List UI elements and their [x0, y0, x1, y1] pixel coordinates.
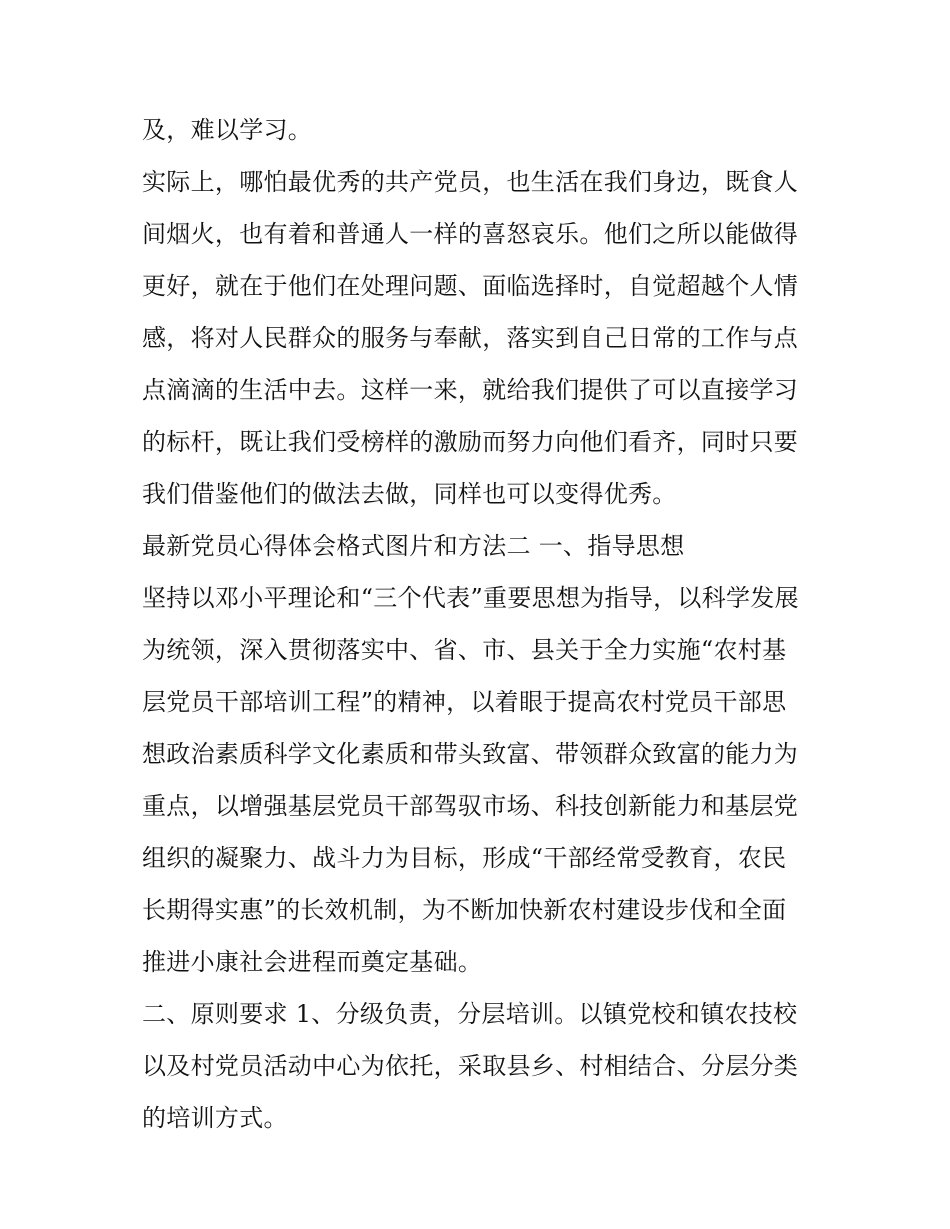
text-line: 组织的凝聚力、战斗力为目标，形成“干部经常受教育，农民: [142, 844, 787, 872]
text-line: 间烟火，也有着和普通人一样的喜怒哀乐。他们之所以能做得: [142, 220, 799, 248]
text-line: 重点，以增强基层党员干部驾驭市场、科技创新能力和基层党: [142, 792, 799, 820]
text-line: 为统领，深入贯彻落实中、省、市、县关于全力实施“农村基: [142, 636, 787, 664]
section-heading-line: 最新党员心得体会格式图片和方法二 一、指导思想: [142, 532, 685, 560]
text-line: 更好，就在于他们在处理问题、面临选择时，自觉超越个人情: [142, 272, 799, 300]
text-line: 想政治素质科学文化素质和带头致富、带领群众致富的能力为: [142, 740, 799, 768]
text-line: 实际上，哪怕最优秀的共产党员，也生活在我们身边，既食人: [142, 168, 799, 196]
text-line: 推进小康社会进程而奠定基础。: [142, 948, 483, 976]
document-body: [142, 104, 814, 1144]
text-line: 及，难以学习。: [142, 116, 313, 144]
text-line: 层党员干部培训工程”的精神，以着眼于提高农村党员干部思: [142, 688, 787, 716]
text-line: 的培训方式。: [142, 1104, 288, 1132]
text-line: 长期得实惠”的长效机制，为不断加快新农村建设步伐和全面: [142, 896, 787, 924]
text-line: 坚持以邓小平理论和“三个代表”重要思想为指导，以科学发展: [142, 584, 799, 612]
text-line: 点滴滴的生活中去。这样一来，就给我们提供了可以直接学习: [142, 376, 799, 404]
text-line: 我们借鉴他们的做法去做，同样也可以变得优秀。: [142, 480, 677, 508]
section-heading-line: 二、原则要求 1、分级负责，分层培训。以镇党校和镇农技校: [142, 1000, 798, 1028]
text-line: 以及村党员活动中心为依托，采取县乡、村相结合、分层分类: [142, 1052, 799, 1080]
text-line: 感，将对人民群众的服务与奉献，落实到自己日常的工作与点: [142, 324, 799, 352]
text-line: 的标杆，既让我们受榜样的激励而努力向他们看齐，同时只要: [142, 428, 799, 456]
